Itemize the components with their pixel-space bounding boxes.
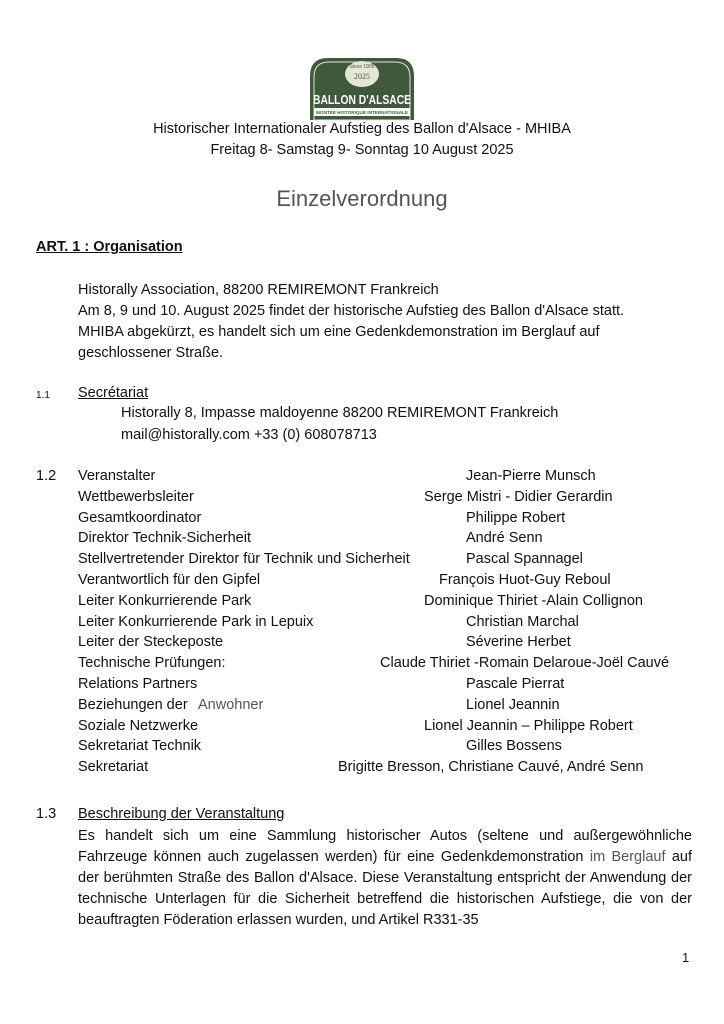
secretariat-address: Historally 8, Impasse maldoyenne 88200 REMIREMONT Frankreich	[121, 405, 559, 421]
intro-line: geschlossener Straße.	[78, 345, 224, 361]
section-number: 1.3	[36, 806, 57, 822]
staff-person: Claude Thiriet -Romain Delaroue-Joël Cauvé	[380, 655, 670, 672]
staff-person: Lionel Jeannin – Philippe Robert	[424, 717, 633, 734]
staff-person: Jean-Pierre Munsch	[466, 468, 596, 484]
logo-year: 2025	[354, 72, 370, 81]
staff-role: Sekretariat Technik	[78, 738, 202, 755]
document-title: Einzelverordnung	[276, 186, 448, 211]
secretariat-contact: mail@historally.com +33 (0) 608078713	[121, 427, 377, 443]
section-number: 1.1	[36, 390, 50, 401]
description-text: Es handelt sich um eine Sammlung historischer Autos (seltene und außergewöhnliche Fahrzeuge können auch zugelassen werden) für eine Gedenkdemonstration	[78, 828, 692, 865]
event-title-line: Historischer Internationaler Aufstieg des Ballon d'Alsace - MHIBA	[153, 121, 571, 137]
section-title-description: Beschreibung der Veranstaltung	[78, 806, 285, 822]
staff-role: Sekretariat	[78, 759, 149, 776]
staff-role: Verantwortlich für den Gipfel	[78, 572, 261, 588]
staff-row	[0, 593, 724, 613]
logo-name: BALLON D'ALSACE	[313, 92, 412, 107]
staff-person: Philippe Robert	[466, 509, 566, 526]
staff-role: Gesamtkoordinator	[78, 509, 202, 526]
ballon-dalsace-logo	[306, 54, 418, 120]
staff-role: Leiter Konkurrierende Park	[78, 592, 252, 609]
staff-row	[0, 676, 724, 696]
staff-role: Technische Prüfungen:	[78, 655, 226, 672]
staff-person: Christian Marchal	[466, 613, 579, 630]
staff-row	[0, 510, 724, 530]
staff-person: Gilles Bossens	[466, 738, 562, 755]
intro-line: Am 8, 9 und 10. August 2025 findet der historische Aufstieg des Ballon d'Alsace statt.	[78, 303, 625, 319]
staff-row	[0, 697, 724, 717]
staff-role: Leiter der Steckeposte	[78, 634, 224, 651]
staff-role: Beziehungen der	[78, 696, 188, 713]
staff-role: Stellvertretender Direktor für Technik und Sicherheit	[78, 551, 410, 568]
description-text-gray: im Berglauf	[589, 849, 666, 865]
staff-row	[0, 572, 724, 592]
staff-person: Serge Mistri - Didier Gerardin	[424, 488, 613, 505]
staff-role: Veranstalter	[78, 468, 156, 484]
staff-person: Lionel Jeannin	[466, 696, 560, 713]
section-title-secretariat: Secrétariat	[78, 385, 149, 401]
article-1-heading: ART. 1 : Organisation	[36, 239, 183, 255]
intro-line: MHIBA abgekürzt, es handelt sich um eine Gedenkdemonstration im Berglauf auf	[78, 324, 600, 340]
section-number: 1.2	[36, 468, 57, 484]
staff-row	[0, 489, 724, 509]
staff-person: Pascal Spannagel	[466, 551, 583, 568]
description-text: auf der berühmten Straße des Ballon d'Alsace. Diese Veranstaltung entspricht der Anwendung der technische Unterlagen für die Sicherheit betreffend die historischen Aufstiege, die von der beauftragten Föderation erlassen wurden, und Artikel R331-35	[78, 849, 693, 928]
staff-row	[0, 738, 724, 758]
page-number: 1	[682, 950, 690, 965]
staff-role: Leiter Konkurrierende Park in Lepuix	[78, 613, 314, 630]
staff-row	[0, 551, 724, 571]
staff-row	[0, 634, 724, 654]
article-1-intro	[78, 280, 624, 364]
staff-row	[0, 614, 724, 634]
logo-tagline: MONTÉE HISTORIQUE INTERNATIONALE	[316, 110, 409, 115]
event-dates-line: Freitag 8- Samstag 9- Sonntag 10 August 2025	[210, 142, 514, 158]
staff-person: Dominique Thiriet -Alain Collignon	[424, 592, 643, 609]
staff-row	[0, 718, 724, 738]
staff-row	[0, 468, 724, 488]
staff-row	[0, 759, 724, 779]
staff-role: Direktor Technik-Sicherheit	[78, 530, 251, 547]
staff-role: Relations Partners	[78, 676, 198, 692]
staff-person: Séverine Herbet	[466, 634, 571, 651]
staff-role: Wettbewerbsleiter	[78, 488, 194, 505]
staff-role-gray: Anwohner	[198, 696, 264, 713]
staff-person: André Senn	[466, 530, 543, 547]
staff-person: François Huot-Guy Reboul	[439, 572, 611, 588]
staff-role: Soziale Netzwerke	[78, 717, 199, 734]
intro-line: Historally Association, 88200 REMIREMONT Frankreich	[78, 282, 439, 298]
staff-row	[0, 655, 724, 675]
staff-person: Pascale Pierrat	[466, 676, 565, 692]
logo-since: Since 1905	[349, 64, 375, 70]
description-paragraph	[78, 826, 692, 931]
staff-row	[0, 530, 724, 550]
staff-person: Brigitte Bresson, Christiane Cauvé, André Senn	[338, 759, 644, 776]
